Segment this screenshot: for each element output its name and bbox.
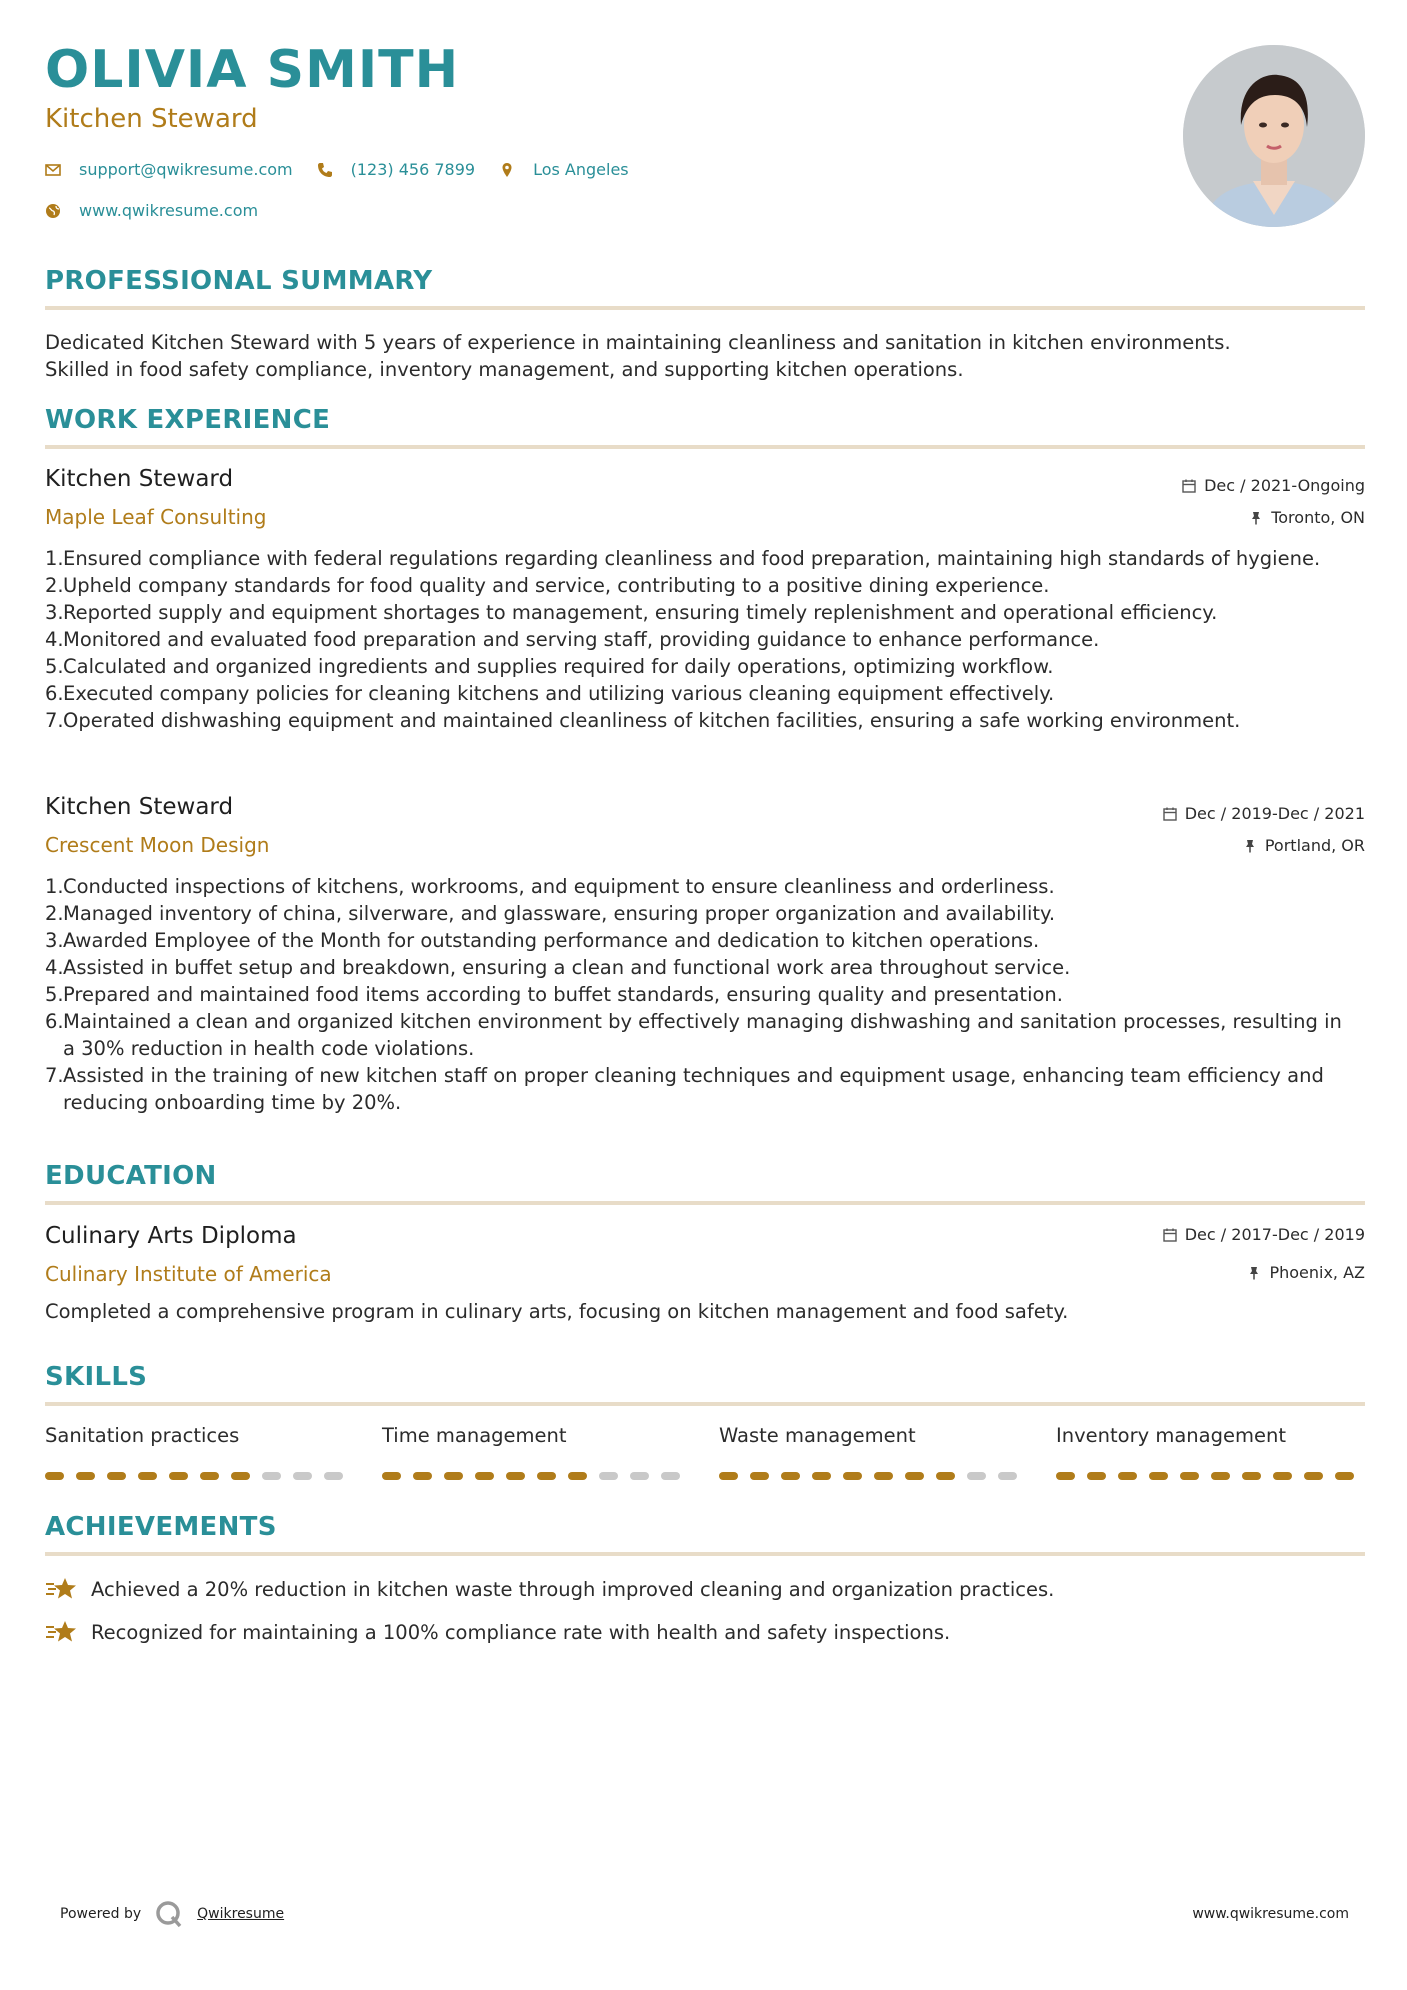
job-title: Kitchen Steward bbox=[45, 794, 234, 820]
skill-dot bbox=[324, 1472, 343, 1480]
skill-dot bbox=[1180, 1472, 1199, 1480]
contact-email[interactable] bbox=[45, 160, 293, 179]
calendar-icon bbox=[1163, 1228, 1177, 1242]
list-item: 1. Conducted inspections of kitchens, workrooms, and equipment to ensure cleanliness and orderliness. bbox=[45, 875, 1055, 898]
skill-name: Time management bbox=[382, 1424, 567, 1447]
skill-dot bbox=[231, 1472, 250, 1480]
skill-dot bbox=[1056, 1472, 1075, 1480]
skill-dot bbox=[537, 1472, 556, 1480]
education-degree: Culinary Arts Diploma bbox=[45, 1223, 297, 1249]
job-location bbox=[1249, 508, 1365, 527]
footer-powered-by bbox=[60, 1900, 284, 1928]
skill-name: Waste management bbox=[719, 1424, 916, 1447]
list-item: 6. Executed company policies for cleaning kitchens and utilizing various cleaning equipment effectively. bbox=[45, 682, 1055, 705]
phone-icon bbox=[317, 162, 333, 178]
job-location-text: Portland, OR bbox=[1264, 836, 1365, 855]
contact-row bbox=[45, 160, 653, 179]
website-text: www.qwikresume.com bbox=[79, 201, 259, 220]
skill-dot bbox=[1304, 1472, 1323, 1480]
achievement-text: Recognized for maintaining a 100% compliance rate with health and safety inspections. bbox=[91, 1620, 951, 1644]
section-divider bbox=[45, 306, 1365, 310]
calendar-icon bbox=[1163, 807, 1177, 821]
contact-website[interactable] bbox=[45, 201, 258, 220]
avatar bbox=[1183, 45, 1365, 227]
list-item: 3. Awarded Employee of the Month for outstanding performance and dedication to kitchen operations. bbox=[45, 929, 1040, 952]
summary-line: Dedicated Kitchen Steward with 5 years of experience in maintaining cleanliness and sanitation in kitchen environments. bbox=[45, 331, 1231, 354]
section-divider bbox=[45, 445, 1365, 449]
skill-dot bbox=[719, 1472, 738, 1480]
skill-rating bbox=[1056, 1472, 1366, 1480]
email-text: support@qwikresume.com bbox=[79, 160, 293, 179]
brand-link[interactable]: Qwikresume bbox=[197, 1906, 285, 1922]
job-company: Maple Leaf Consulting bbox=[45, 505, 267, 529]
skill-dot bbox=[967, 1472, 986, 1480]
summary-line: Skilled in food safety compliance, inventory management, and supporting kitchen operations. bbox=[45, 358, 964, 381]
skill-dot bbox=[1118, 1472, 1137, 1480]
profile-photo bbox=[1183, 45, 1365, 227]
summary-heading: PROFESSIONAL SUMMARY bbox=[45, 266, 433, 296]
skill-rating bbox=[719, 1472, 1029, 1480]
globe-icon bbox=[45, 203, 61, 219]
job-company: Crescent Moon Design bbox=[45, 833, 270, 857]
skill-dot bbox=[812, 1472, 831, 1480]
education-dates bbox=[1163, 1225, 1365, 1244]
skill-item bbox=[45, 1424, 345, 1447]
skill-dot bbox=[107, 1472, 126, 1480]
skill-dot bbox=[1242, 1472, 1261, 1480]
skill-dot bbox=[1149, 1472, 1168, 1480]
pushpin-icon bbox=[1249, 511, 1263, 525]
summary-text bbox=[45, 329, 1365, 383]
skill-dot bbox=[1211, 1472, 1230, 1480]
qwikresume-logo-icon bbox=[155, 1900, 183, 1928]
skill-rating bbox=[382, 1472, 692, 1480]
education-location bbox=[1247, 1263, 1365, 1282]
skill-dot bbox=[293, 1472, 312, 1480]
education-location-text: Phoenix, AZ bbox=[1269, 1263, 1365, 1282]
achievement-text: Achieved a 20% reduction in kitchen waste through improved cleaning and organization practices. bbox=[91, 1577, 1055, 1601]
skill-dot bbox=[1087, 1472, 1106, 1480]
achievement-item bbox=[45, 1618, 950, 1646]
skill-name: Inventory management bbox=[1056, 1424, 1286, 1447]
list-item: 1. Ensured compliance with federal regulations regarding cleanliness and food preparation, maintaining high standards of hygiene. bbox=[45, 547, 1321, 570]
location-text: Los Angeles bbox=[533, 160, 629, 179]
section-divider bbox=[45, 1552, 1365, 1556]
education-heading: EDUCATION bbox=[45, 1161, 217, 1191]
skill-dot bbox=[169, 1472, 188, 1480]
achievement-item bbox=[45, 1575, 1054, 1603]
contact-row-2 bbox=[45, 201, 282, 220]
achievements-heading: ACHIEVEMENTS bbox=[45, 1512, 277, 1542]
list-item: 6. Maintained a clean and organized kitchen environment by effectively managing dishwashing and sanitation processes, resulting in a 30% reduction in health code violations. bbox=[45, 1010, 1342, 1060]
job-location-text: Toronto, ON bbox=[1271, 508, 1365, 527]
list-item: 2. Managed inventory of china, silverware, and glassware, ensuring proper organization and availability. bbox=[45, 902, 1056, 925]
skill-dot bbox=[874, 1472, 893, 1480]
pushpin-icon bbox=[1247, 1266, 1261, 1280]
skill-dot bbox=[45, 1472, 64, 1480]
contact-phone[interactable] bbox=[317, 160, 475, 179]
skill-dot bbox=[76, 1472, 95, 1480]
skill-dot bbox=[599, 1472, 618, 1480]
powered-by-label: Powered by bbox=[60, 1906, 142, 1922]
list-item: 5. Prepared and maintained food items according to buffet standards, ensuring quality and presentation. bbox=[45, 983, 1063, 1006]
candidate-name: OLIVIA SMITH bbox=[45, 40, 460, 100]
candidate-title: Kitchen Steward bbox=[45, 104, 258, 134]
education-dates-text: Dec / 2017-Dec / 2019 bbox=[1184, 1225, 1365, 1244]
skill-name: Sanitation practices bbox=[45, 1424, 240, 1447]
skill-item bbox=[382, 1424, 682, 1447]
star-icon bbox=[45, 1618, 79, 1646]
skill-dot bbox=[1335, 1472, 1354, 1480]
skill-dot bbox=[661, 1472, 680, 1480]
list-item: 4. Monitored and evaluated food preparation and serving staff, providing guidance to enhance performance. bbox=[45, 628, 1100, 651]
skill-dot bbox=[630, 1472, 649, 1480]
calendar-icon bbox=[1182, 479, 1196, 493]
list-item: 4. Assisted in buffet setup and breakdown, ensuring a clean and functional work area throughout service. bbox=[45, 956, 1071, 979]
list-item: 7. Assisted in the training of new kitchen staff on proper cleaning techniques and equipment usage, enhancing team efficiency and reducing onboarding time by 20%. bbox=[45, 1064, 1324, 1114]
map-pin-icon bbox=[499, 162, 515, 178]
skill-dot bbox=[568, 1472, 587, 1480]
skill-dot bbox=[138, 1472, 157, 1480]
skill-dot bbox=[905, 1472, 924, 1480]
section-divider bbox=[45, 1201, 1365, 1205]
job-title: Kitchen Steward bbox=[45, 466, 234, 492]
section-divider bbox=[45, 1402, 1365, 1406]
education-description: Completed a comprehensive program in culinary arts, focusing on kitchen management and food safety. bbox=[45, 1300, 1069, 1323]
skill-item bbox=[1056, 1424, 1356, 1447]
contact-location bbox=[499, 160, 629, 179]
skill-dot bbox=[936, 1472, 955, 1480]
skill-dot bbox=[200, 1472, 219, 1480]
job-bullets bbox=[45, 873, 1345, 1116]
skill-rating bbox=[45, 1472, 355, 1480]
job-dates-text: Dec / 2021-Ongoing bbox=[1204, 476, 1365, 495]
list-item: 5. Calculated and organized ingredients and supplies required for daily operations, optimizing workflow. bbox=[45, 655, 1054, 678]
list-item: 2. Upheld company standards for food quality and service, contributing to a positive dining experience. bbox=[45, 574, 1050, 597]
skill-dot bbox=[843, 1472, 862, 1480]
skill-dot bbox=[781, 1472, 800, 1480]
job-dates bbox=[1163, 804, 1365, 823]
skill-dot bbox=[750, 1472, 769, 1480]
envelope-icon bbox=[45, 162, 61, 178]
skill-dot bbox=[444, 1472, 463, 1480]
skill-dot bbox=[262, 1472, 281, 1480]
job-location bbox=[1243, 836, 1365, 855]
phone-text: (123) 456 7899 bbox=[350, 160, 476, 179]
skill-dot bbox=[1273, 1472, 1292, 1480]
skill-item bbox=[719, 1424, 1019, 1447]
job-dates bbox=[1182, 476, 1365, 495]
skill-dot bbox=[475, 1472, 494, 1480]
skill-dot bbox=[998, 1472, 1017, 1480]
footer-site[interactable]: www.qwikresume.com bbox=[1192, 1906, 1349, 1922]
job-bullets bbox=[45, 545, 1345, 734]
pushpin-icon bbox=[1243, 839, 1257, 853]
list-item: 3. Reported supply and equipment shortages to management, ensuring timely replenishment and operational efficiency. bbox=[45, 601, 1218, 624]
job-dates-text: Dec / 2019-Dec / 2021 bbox=[1184, 804, 1365, 823]
skill-dot bbox=[382, 1472, 401, 1480]
star-icon bbox=[45, 1575, 79, 1603]
list-item: 7. Operated dishwashing equipment and maintained cleanliness of kitchen facilities, ensuring a safe working environment. bbox=[45, 709, 1241, 732]
skills-heading: SKILLS bbox=[45, 1362, 148, 1392]
education-school: Culinary Institute of America bbox=[45, 1262, 332, 1286]
experience-heading: WORK EXPERIENCE bbox=[45, 405, 331, 435]
skill-dot bbox=[413, 1472, 432, 1480]
skill-dot bbox=[506, 1472, 525, 1480]
